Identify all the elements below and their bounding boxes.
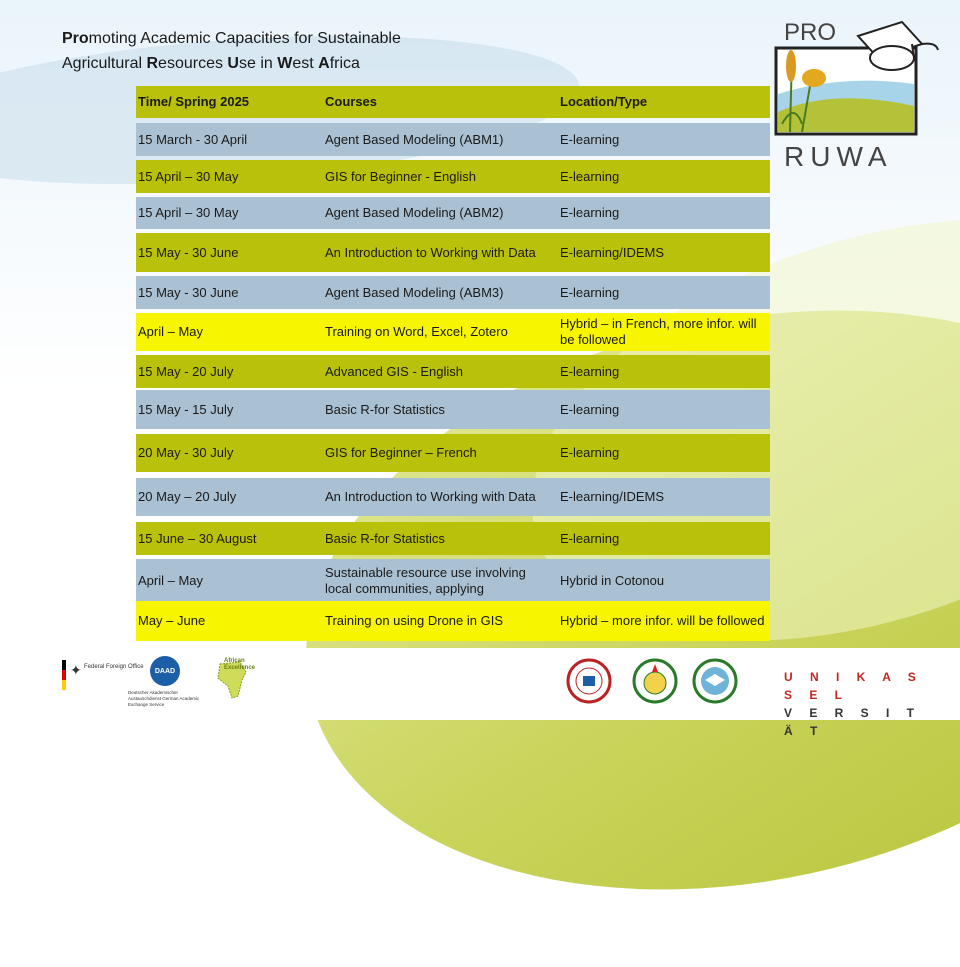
line1-segment: Pro [62,30,89,47]
african-excellence-label: African Excellence [224,658,256,671]
line2-segment: A [318,55,330,72]
cell-time: 15 April – 30 May [138,205,239,220]
university-seal-3-icon [692,658,738,704]
cell-time: 20 May - 30 July [138,445,234,460]
cell-time: 15 March - 30 April [138,131,248,147]
slide-title [62,26,702,76]
university-seal-2-icon [632,658,678,704]
cell-location: E-learning [560,205,620,220]
cell-course: An Introduction to Working with Data [325,489,536,504]
cell-time: 15 May - 30 June [138,244,239,260]
cell-time: 15 May - 20 July [138,363,234,379]
ffo-label: Federal Foreign Office [84,664,144,670]
line2-segment: Agricultural [62,55,147,72]
proruwa-logo [772,14,942,172]
cell-time: 20 May – 20 July [138,489,237,504]
daad-badge: DAAD [150,656,180,686]
cell-course: Courses [325,94,378,109]
logo-pro-text: PRO [784,19,837,46]
table-row [136,390,770,429]
cell-location: E-learning [560,363,620,379]
eagle-icon: ✦ [70,662,82,678]
line2-segment: se in [238,55,278,72]
table-row [136,522,770,555]
university-seal-1-icon [566,658,612,704]
cell-location: E-learning [560,530,620,546]
line2-segment: R [146,55,159,72]
title-line-2 [62,51,702,76]
cell-course: Agent Based Modeling (ABM1) [325,131,504,147]
table-row [136,233,770,272]
kassel-line-2: V E R S I T Ä T [784,706,922,738]
cell-course: Basic R-for Statistics [325,530,445,546]
cell-course: Training on Word, Excel, Zotero [325,324,508,339]
african-excellence-logo [210,656,254,700]
table-row [136,313,770,351]
line2-segment: W [277,55,293,72]
cell-course: Agent Based Modeling (ABM3) [325,284,504,300]
table-row [136,559,770,602]
cell-course: An Introduction to Working with Data [325,244,536,260]
cell-course: Sustainable resource use involving local communities, applying [325,564,526,596]
daad-subtitle: Deutscher Akademischer Austauschdienst German Academic Exchange Service [128,690,200,707]
cell-location: E-learning/IDEMS [560,489,665,504]
german-flag-icon [62,660,66,690]
table-header-row [136,86,770,118]
cell-location: E-learning [560,284,620,300]
table-row [136,123,770,156]
line2-segment: est [292,55,319,72]
cell-time: Time/ Spring 2025 [138,94,250,109]
cell-location: E-learning [560,401,620,417]
cell-time: 15 May - 15 July [138,401,234,417]
cell-location: Hybrid – more infor. will be followed [560,613,765,628]
cell-location: E-learning [560,168,620,184]
table-row [136,434,770,472]
logo-ruwa-text: RUWA [784,141,893,172]
title-line-1 [62,26,702,51]
daad-logo [128,656,208,706]
cell-course: Agent Based Modeling (ABM2) [325,205,504,220]
cell-location: Hybrid in Cotonou [560,572,665,588]
table-row [136,160,770,193]
cell-time: April – May [138,324,204,339]
cell-location: Location/Type [560,94,648,109]
line1-segment: moting Academic Capacities for Sustainable [88,30,401,47]
cell-location: E-learning/IDEMS [560,244,665,260]
cell-course: GIS for Beginner - English [325,168,477,184]
cell-time: 15 April – 30 May [138,168,239,184]
cell-location: E-learning [560,445,620,460]
table-row [136,601,770,641]
cell-course: Training on using Drone in GIS [325,613,504,628]
kassel-line-1: U N I K A S S E L [784,670,923,702]
line2-segment: U [227,55,239,72]
cell-course: Advanced GIS - English [325,363,464,379]
table-row [136,355,770,388]
cell-time: May – June [138,613,206,628]
table-row [136,276,770,309]
uni-kassel-logo [784,668,924,740]
line2-segment: esources [158,55,228,72]
cell-time: April – May [138,572,204,588]
cell-course: Basic R-for Statistics [325,401,445,417]
table-row [136,478,770,516]
cell-time: 15 May - 30 June [138,284,239,300]
cell-location: Hybrid – in French, more infor. will be followed [560,316,757,347]
line2-segment: frica [329,55,360,72]
cell-location: E-learning [560,131,620,147]
table-row [136,197,770,229]
cell-time: 15 June – 30 August [138,530,257,546]
cell-course: GIS for Beginner – French [325,445,477,460]
